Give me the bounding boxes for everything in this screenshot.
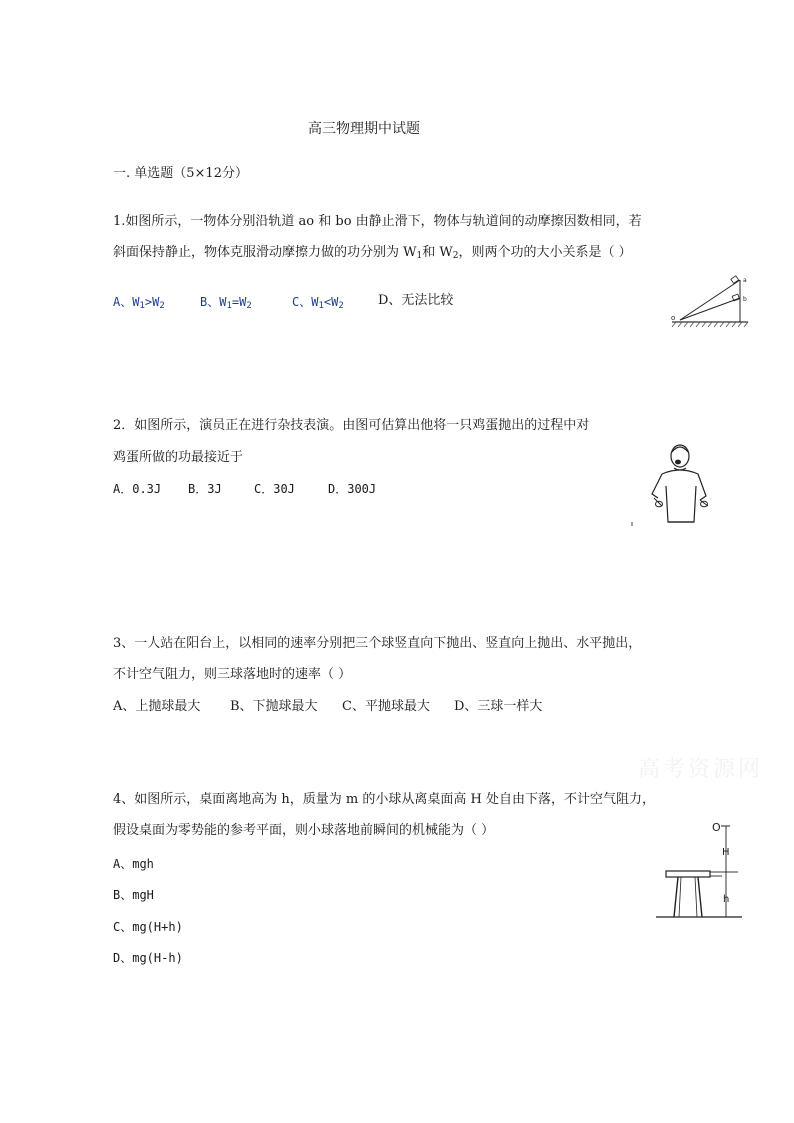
page-title: 高三物理期中试题 (308, 121, 420, 137)
q4-table-figure (652, 815, 744, 921)
q3-option-c: C、平抛球最大 (342, 699, 430, 714)
q1-option-a-text: A、W (113, 295, 140, 309)
q3-option-d: D、三球一样大 (454, 699, 543, 714)
watermark: 高考资源网 (638, 757, 764, 782)
q2-option-a: A．0.3J (113, 482, 162, 496)
q4-stem-line2: 假设桌面为零势能的参考平面，则小球落地前瞬间的机械能为（ ） (113, 823, 495, 838)
q1-option-b (200, 294, 252, 314)
q1-stem-sub1: 1 (416, 251, 423, 261)
q1-option-c-sub1: 1 (318, 301, 324, 311)
q1-option-b-sub1: 1 (226, 301, 232, 311)
q3-option-b: B、下抛球最大 (230, 699, 318, 714)
q1-option-a-op: >W (144, 295, 160, 309)
q4-label-H: H (722, 847, 730, 858)
q2-option-d: D．300J (328, 482, 377, 496)
q1-incline-figure (670, 272, 752, 328)
q4-label-h: h (723, 894, 730, 905)
q2-option-c: C．30J (254, 482, 295, 496)
q4-option-a: A、mgh (113, 857, 154, 871)
q1-option-d: D、无法比较 (378, 293, 454, 308)
section-heading: 一. 单选题（5×12分） (113, 166, 248, 181)
q1-option-b-sub2: 2 (246, 301, 252, 311)
q1-option-c-op: <W (323, 295, 339, 309)
q1-stem-line1: 1.如图所示，一物体分别沿轨道 ao 和 bo 由静止滑下，物体与轨道间的动摩擦因数相同，若 (113, 214, 642, 229)
q4-stem-line1: 4、如图所示，桌面离地高为 h，质量为 m 的小球从离桌面高 H 处自由下落，不计空气阻力， (113, 792, 655, 807)
q1-option-b-op: =W (231, 295, 247, 309)
q4-option-c: C、mg(H+h) (113, 920, 183, 934)
q1-stem-sub2: 2 (452, 251, 459, 261)
q1-stem-line2-b: 和 W (422, 245, 453, 260)
q1-option-c (292, 294, 344, 314)
q1-option-a-sub2: 2 (159, 301, 165, 311)
q3-stem-line1: 3、一人站在阳台上，以相同的速率分别把三个球竖直向下抛出、竖直向上抛出、水平抛出， (113, 636, 642, 651)
q1-option-c-text: C、W (292, 295, 319, 309)
q2-stem-line1: 2．如图所示，演员正在进行杂技表演。由图可估算出他将一只鸡蛋抛出的过程中对 (113, 418, 590, 433)
q1-option-a-sub1: 1 (139, 301, 145, 311)
q4-option-d: D、mg(H-h) (113, 951, 183, 965)
q4-label-O: O (712, 821, 721, 834)
q1-option-c-sub2: 2 (338, 301, 344, 311)
q1-label-o: o (671, 314, 676, 322)
q2-stem-line2: 鸡蛋所做的功最接近于 (113, 450, 244, 465)
q3-stem-line2: 不计空气阻力，则三球落地时的速率（ ） (113, 667, 352, 682)
q1-option-b-text: B、W (200, 295, 227, 309)
q1-label-a: a (743, 277, 747, 284)
q1-stem-line2-a: 斜面保持静止，物体克服滑动摩擦力做的功分别为 W (113, 245, 417, 260)
q1-label-b: b (743, 296, 747, 303)
q1-stem-line2-c: ，则两个功的大小关系是（ ） (458, 245, 632, 260)
q3-option-a: A、上抛球最大 (113, 699, 201, 714)
q4-option-b: B、mgH (113, 888, 154, 902)
q1-stem-line2 (113, 245, 632, 264)
q2-option-b: B．3J (188, 482, 222, 496)
q2-juggler-figure (628, 440, 718, 530)
q1-option-a (113, 294, 165, 314)
